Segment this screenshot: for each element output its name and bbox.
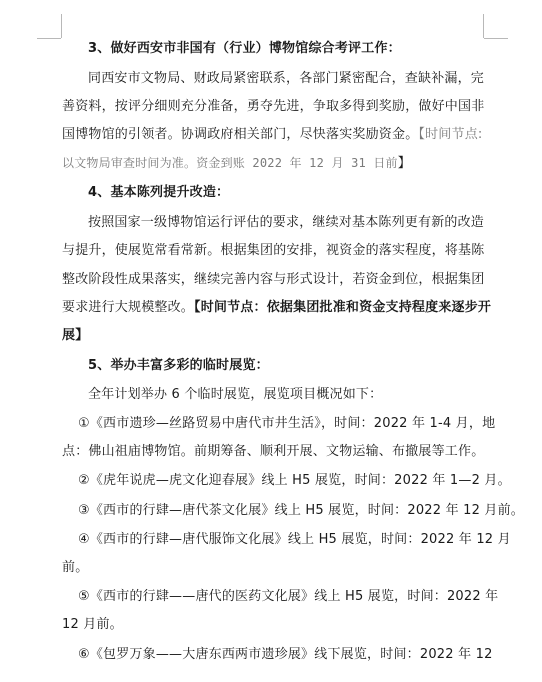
section4-paragraph-line4: [62, 300, 491, 316]
section3-deadline-text: 以文物局审查时间为准。资金到账 2022 年 12 月 31 日前: [62, 156, 398, 170]
section3-paragraph-line3-text: 国博物馆的引领者。协调政府相关部门，尽快落实奖励资金。: [62, 127, 419, 142]
exhibition-item-4-line2: 前。: [62, 560, 89, 575]
crop-mark-top-right-horizontal: [484, 38, 508, 39]
crop-mark-top-left-horizontal: [37, 38, 61, 39]
section3-heading: 3、做好西安市非国有（行业）博物馆综合考评工作：: [88, 41, 401, 56]
crop-mark-top-right-vertical: [483, 14, 484, 38]
section4-time-node: 【时间节点：依据集团批准和资金支持程度来逐步开: [194, 300, 492, 315]
exhibition-item-5-line1: ⑤《西市的行肆——唐代的医药文化展》线上 H5 展览，时间：2022 年: [78, 589, 499, 604]
exhibition-item-2: ②《虎年说虎—虎文化迎春展》线上 H5 展览，时间：2022 年 1—2 月。: [78, 473, 511, 488]
section4-paragraph-line3: 整改阶段性成果落实，继续完善内容与形式设计，若资金到位，根据集团: [62, 272, 485, 287]
section4-paragraph-line2: 与提升，使展览常看常新。根据集团的安排，视资金的落实程度，将基陈: [62, 243, 485, 258]
section4-heading: 4、基本陈列提升改造：: [88, 185, 230, 200]
section3-paragraph-line1: 同西安市文物局、财政局紧密联系，各部门紧密配合，查缺补漏，完: [88, 71, 485, 86]
section3-time-node-label: 【时间节点:: [418, 127, 483, 142]
exhibition-item-1-line2: 点：佛山祖庙博物馆。前期筹备、顺利开展、文物运输、布撤展等工作。: [62, 444, 485, 459]
section4-paragraph-line1: 按照国家一级博物馆运行评估的要求，继续对基本陈列更有新的改造: [88, 215, 485, 230]
crop-mark-top-left-vertical: [61, 14, 62, 38]
exhibition-item-6-line1: ⑥《包罗万象——大唐东西两市遗珍展》线下展览，时间：2022 年 12: [78, 647, 493, 662]
section3-paragraph-line4: [62, 155, 411, 172]
exhibition-item-1-line1: ①《西市遗珍—丝路贸易中唐代市井生活》，时间：2022 年 1-4 月，地: [78, 416, 496, 431]
exhibition-item-3: ③《西市的行肆—唐代茶文化展》线上 H5 展览，时间：2022 年 12 月前。: [78, 503, 524, 518]
section3-paragraph-line2: 善资料，按评分细则充分准备，勇夺先进，争取多得到奖励，做好中国非: [62, 99, 485, 114]
section3-paragraph-line3: [62, 127, 483, 143]
exhibition-item-5-line2: 12 月前。: [62, 617, 123, 632]
section5-intro: 全年计划举办 6 个临时展览，展览项目概况如下：: [88, 387, 383, 402]
exhibition-item-4-line1: ④《西市的行肆—唐代服饰文化展》线上 H5 展览，时间：2022 年 12 月: [78, 532, 511, 547]
section4-time-node-end: 展】: [62, 328, 89, 343]
section3-bracket-close: 】: [397, 156, 411, 171]
section5-heading: 5、举办丰富多彩的临时展览：: [88, 358, 269, 373]
section4-paragraph-line4-text: 要求进行大规模整改。: [62, 300, 195, 315]
